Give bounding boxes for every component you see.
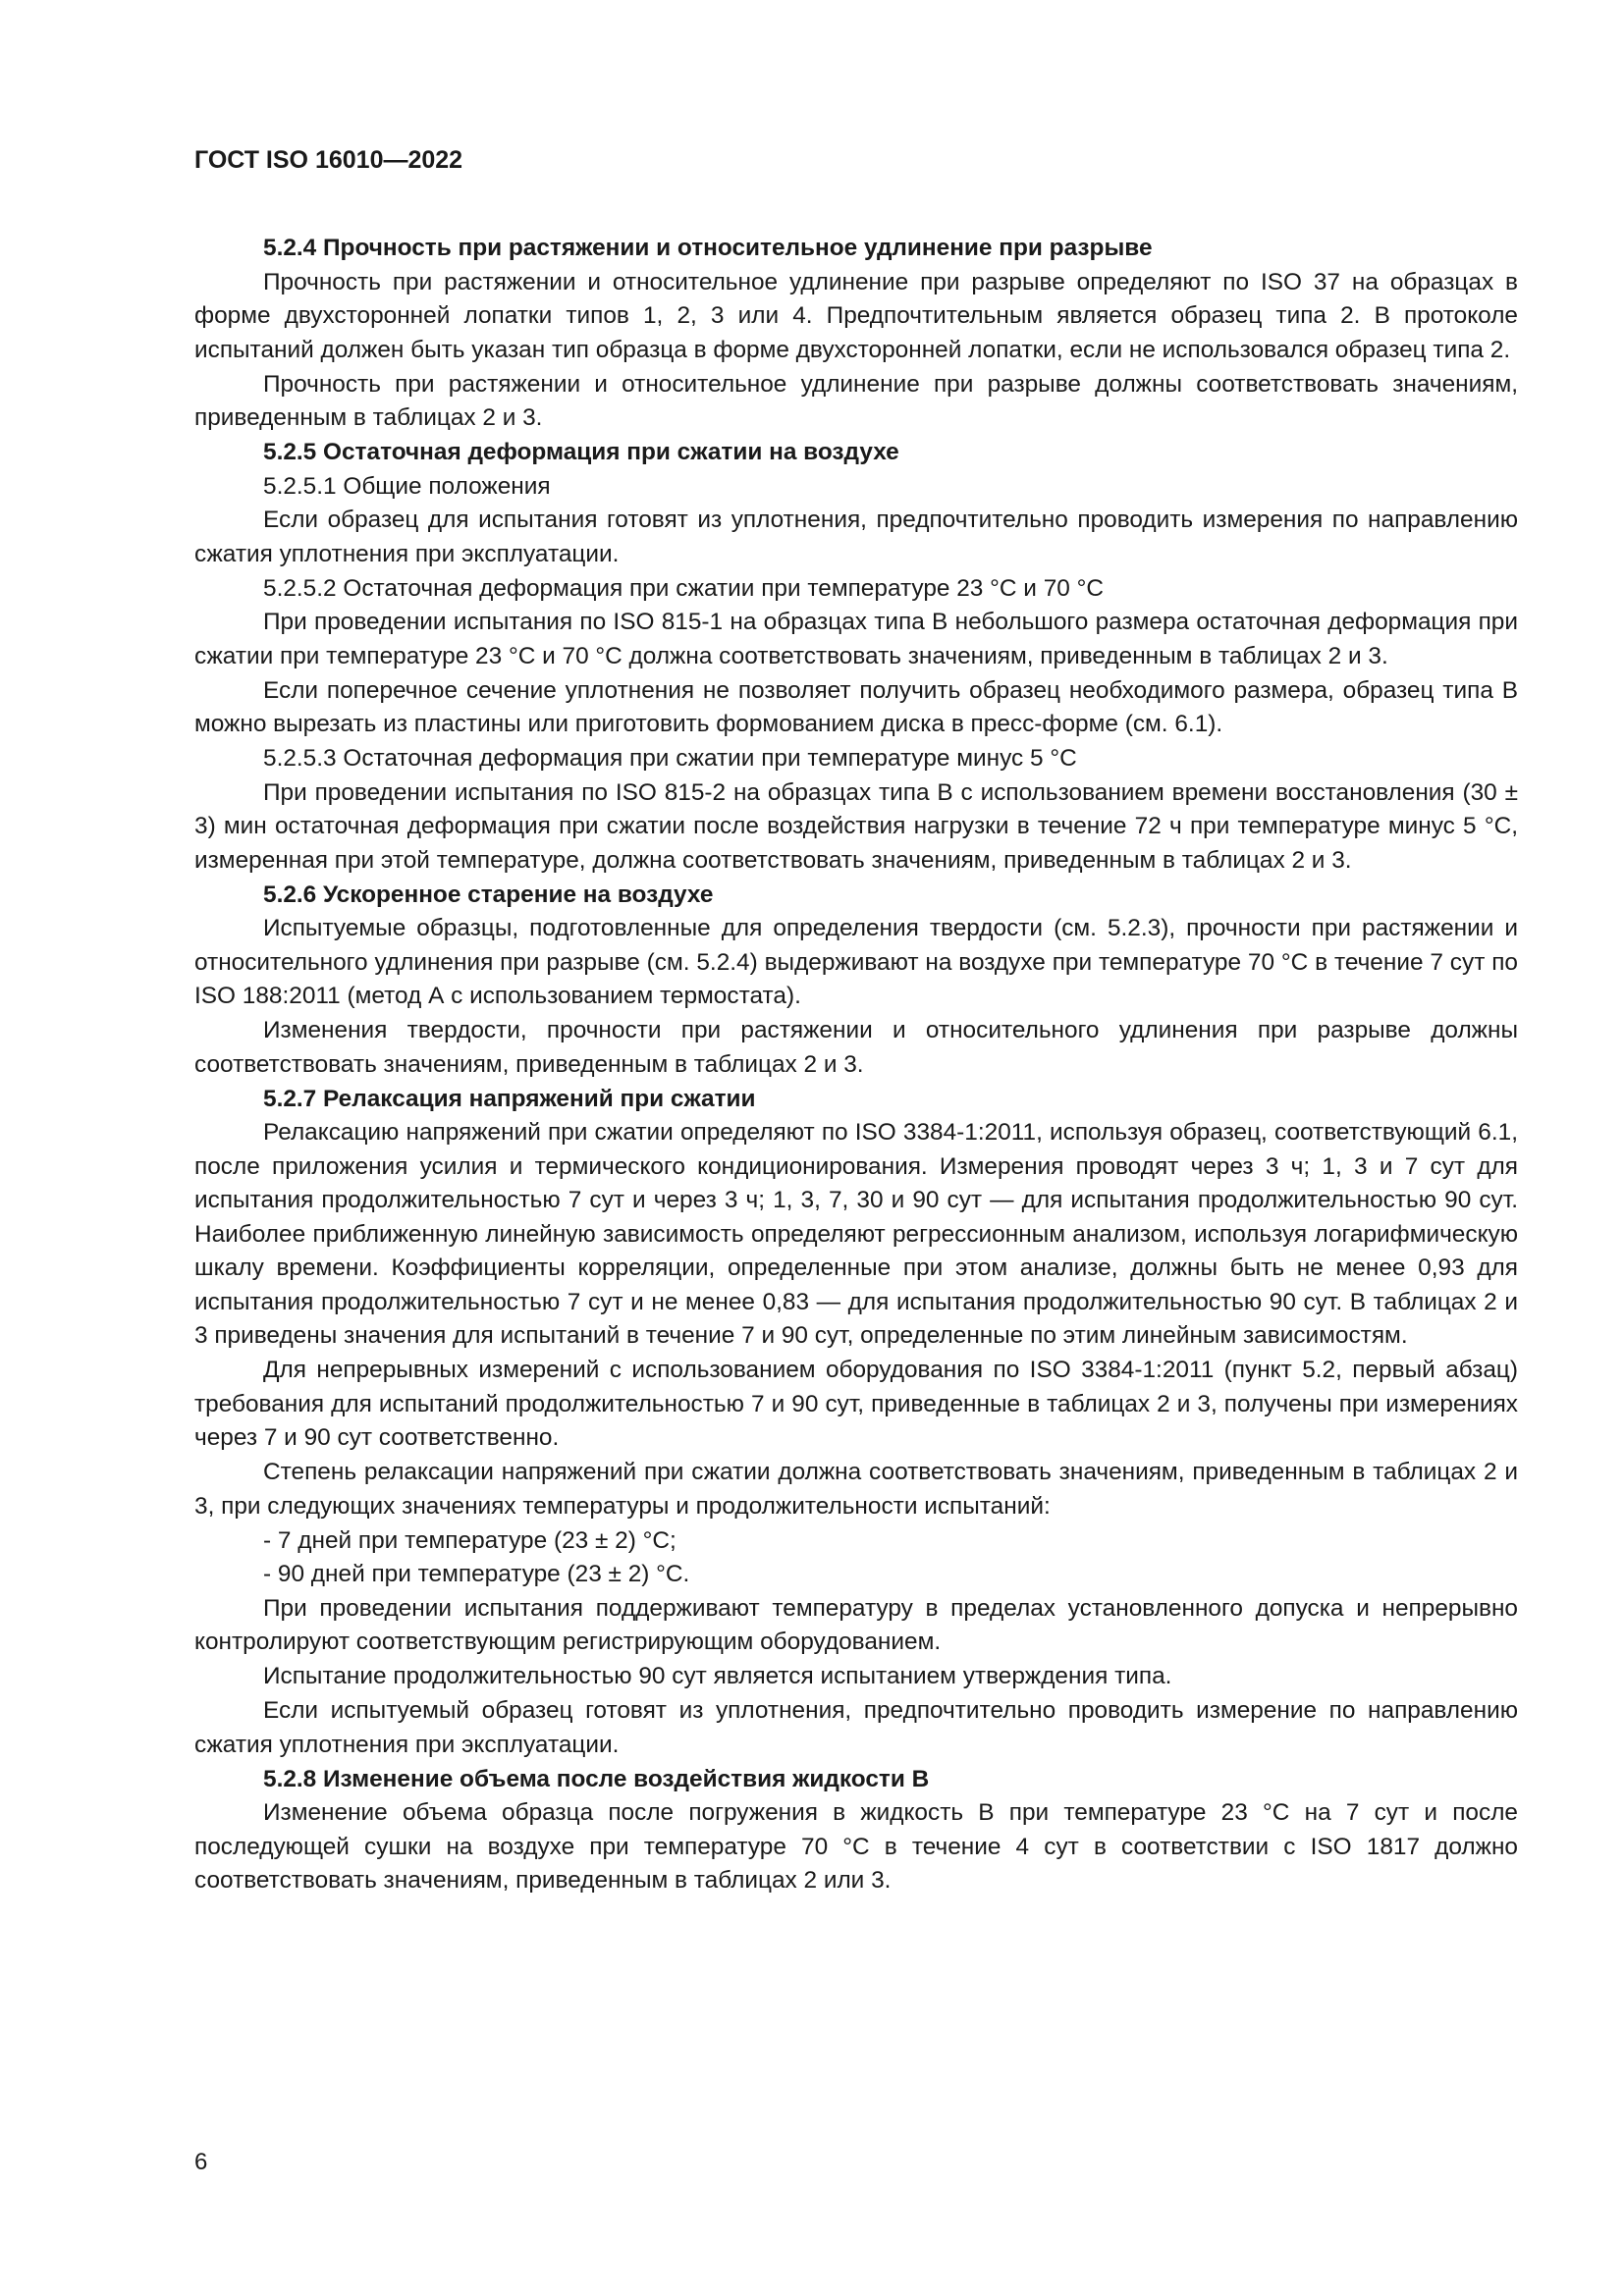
paragraph: Для непрерывных измерений с использованием оборудования по ISO 3384-1:2011 (пункт 5.2, первый абзац) требования для испытаний продолжительностью 7 и 90 сут, приведенные в таблицах 2 и 3, получены при измерениях через 7 и 90 сут соответственно. [194,1357,1518,1451]
paragraph: Испытуемые образцы, подготовленные для определения твердости (см. 5.2.3), прочности при растяжении и относительного удлинения при разрыве (см. 5.2.4) выдерживают на воздухе при температуре 70 °С в течение 7 сут по ISO 188:2011 (метод А с использованием термостата). [194,915,1518,1009]
section-heading: 5.2.8 Изменение объема после воздействия жидкости В [263,1765,930,1792]
section-heading: 5.2.6 Ускоренное старение на воздухе [263,881,714,908]
paragraph: Релаксацию напряжений при сжатии определяют по ISO 3384-1:2011, используя образец, соответствующий 6.1, после приложения усилия и термического кондиционирования. Измерения проводят через 3 ч; 1, 3 и 7 сут для испытания продолжительностью 7 сут и через 3 ч; 1, 3, 7, 30 и 90 сут — для испытания продолжительностью 90 сут. Наиболее приближенную линейную зависимость определяют регрессионным анализом, используя логарифмическую шкалу времени. Коэффициенты корреляции, определенные при этом анализе, должны быть не менее 0,93 для испытания продолжительностью 7 сут и не менее 0,83 — для испытания продолжительностью 90 сут. В таблицах 2 и 3 приведены значения для испытаний в течение 7 и 90 сут, определенные по этим линейным зависимостям. [194,1119,1518,1349]
document-body [194,232,1518,1898]
document-header: ГОСТ ISO 16010—2022 [194,146,463,174]
paragraph: Прочность при растяжении и относительное удлинение при разрыве должны соответствовать значениям, приведенным в таблицах 2 и 3. [194,370,1518,431]
paragraph: Если испытуемый образец готовят из уплотнения, предпочтительно проводить измерение по направлению сжатия уплотнения при эксплуатации. [194,1697,1518,1758]
subsection-heading: 5.2.5.3 Остаточная деформация при сжатии при температуре минус 5 °С [263,745,1077,772]
section-heading: 5.2.4 Прочность при растяжении и относительное удлинение при разрыве [263,235,1153,261]
subsection-heading: 5.2.5.1 Общие положения [263,472,551,500]
paragraph: Испытание продолжительностью 90 сут является испытанием утверждения типа. [263,1663,1172,1689]
list-item: - 7 дней при температуре (23 ± 2) °С; [263,1526,677,1554]
paragraph: При проведении испытания по ISO 815-2 на образцах типа В с использованием времени восстановления (30 ± 3) мин остаточная деформация при сжатии после воздействия нагрузки в течение 72 ч при температуре минус 5 °С, измеренная при этой температуре, должна соответствовать значениям, приведенным в таблицах 2 и 3. [194,778,1518,874]
page-number: 6 [194,2149,208,2175]
paragraph: Изменение объема образца после погружения в жидкость В при температуре 23 °С на 7 сут и после последующей сушки на воздухе при температуре 70 °С в течение 4 сут в соответствии с ISO 1817 должно соответствовать значениям, приведенным в таблицах 2 или 3. [194,1799,1518,1894]
paragraph: При проведении испытания по ISO 815-1 на образцах типа В небольшого размера остаточная деформация при сжатии при температуре 23 °С и 70 °С должна соответствовать значениям, приведенным в таблицах 2 и 3. [194,609,1518,669]
paragraph: Если образец для испытания готовят из уплотнения, предпочтительно проводить измерения по направлению сжатия уплотнения при эксплуатации. [194,507,1518,567]
paragraph: При проведении испытания поддерживают температуру в пределах установленного допуска и непрерывно контролируют соответствующим регистрирующим оборудованием. [194,1594,1518,1655]
subsection-heading: 5.2.5.2 Остаточная деформация при сжатии при температуре 23 °С и 70 °С [263,574,1104,602]
paragraph: Степень релаксации напряжений при сжатии должна соответствовать значениям, приведенным в таблицах 2 и 3, при следующих значениях температуры и продолжительности испытаний: [194,1459,1518,1520]
document-page [194,143,1518,1898]
section-heading: 5.2.5 Остаточная деформация при сжатии на воздухе [263,439,899,465]
paragraph: Изменения твердости, прочности при растяжении и относительного удлинения при разрыве должны соответствовать значениям, приведенным в таблицах 2 и 3. [194,1017,1518,1078]
paragraph: Если поперечное сечение уплотнения не позволяет получить образец необходимого размера, образец типа В можно вырезать из пластины или приготовить формованием диска в пресс-форме (см. 6.1). [194,676,1518,737]
paragraph: Прочность при растяжении и относительное удлинение при разрыве определяют по ISO 37 на образцах в форме двухсторонней лопатки типов 1, 2, 3 или 4. Предпочтительным является образец типа 2. В протоколе испытаний должен быть указан тип образца в форме двухсторонней лопатки, если не использовался образец типа 2. [194,268,1518,363]
section-heading: 5.2.7 Релаксация напряжений при сжатии [263,1085,756,1112]
list-item: - 90 дней при температуре (23 ± 2) °С. [263,1561,690,1587]
